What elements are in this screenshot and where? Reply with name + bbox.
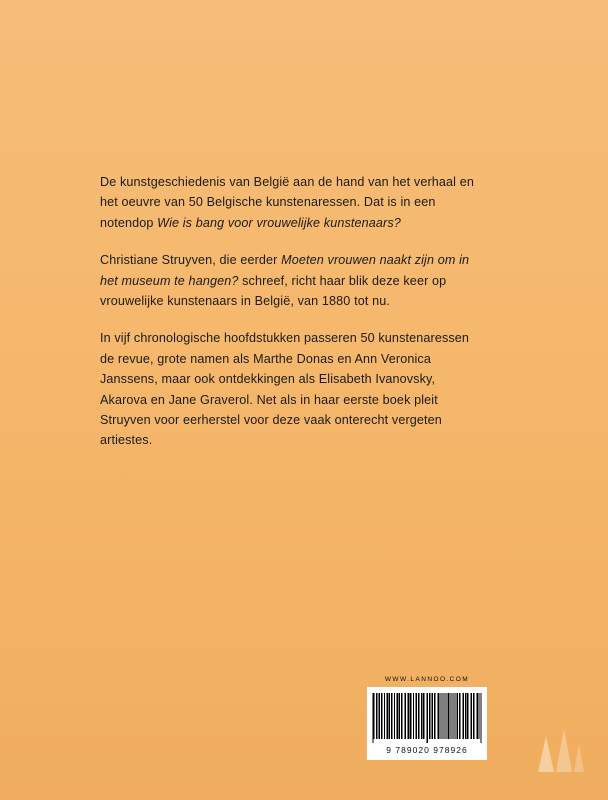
barcode-box <box>367 687 487 760</box>
blurb-paragraph-2: Christiane Struyven, die eerder Moeten vrouwen naakt zijn om in het museum te hangen? schreef, richt haar blik deze keer op vrouwelijke kunstenaars in België, van 1880 tot nu. <box>100 253 470 308</box>
back-cover-blurb <box>100 172 482 451</box>
blurb-title-italic: Wie is bang voor vrouwelijke kunstenaars? <box>157 215 401 230</box>
barcode-block <box>367 676 487 760</box>
barcode-bars <box>372 693 482 743</box>
publisher-logo-icon <box>532 716 586 774</box>
isbn-digits: 9 789020 978926 <box>386 745 468 755</box>
blurb-title-italic: Moeten vrouwen naakt zijn om in het museum te hangen? <box>100 253 470 288</box>
blurb-paragraph-1: De kunstgeschiedenis van België aan de hand van het verhaal en het oeuvre van 50 Belgische kunstenaressen. Dat is in een notendop Wie is bang voor vrouwelijke kunstenaars? <box>100 175 474 230</box>
publisher-website: WWW.LANNOO.COM <box>384 676 470 683</box>
blurb-paragraph-3: In vijf chronologische hoofdstukken passeren 50 kunstenaressen de revue, grote namen als Marthe Donas en Ann Veronica Janssens, maar ook ontdekkingen als Elisabeth Ivanovsky, Akarova en Jane Graverol. Net als in haar eerste boek pleit Struyven voor eerherstel voor deze vaak onterecht vergeten artiestes. <box>100 331 470 448</box>
